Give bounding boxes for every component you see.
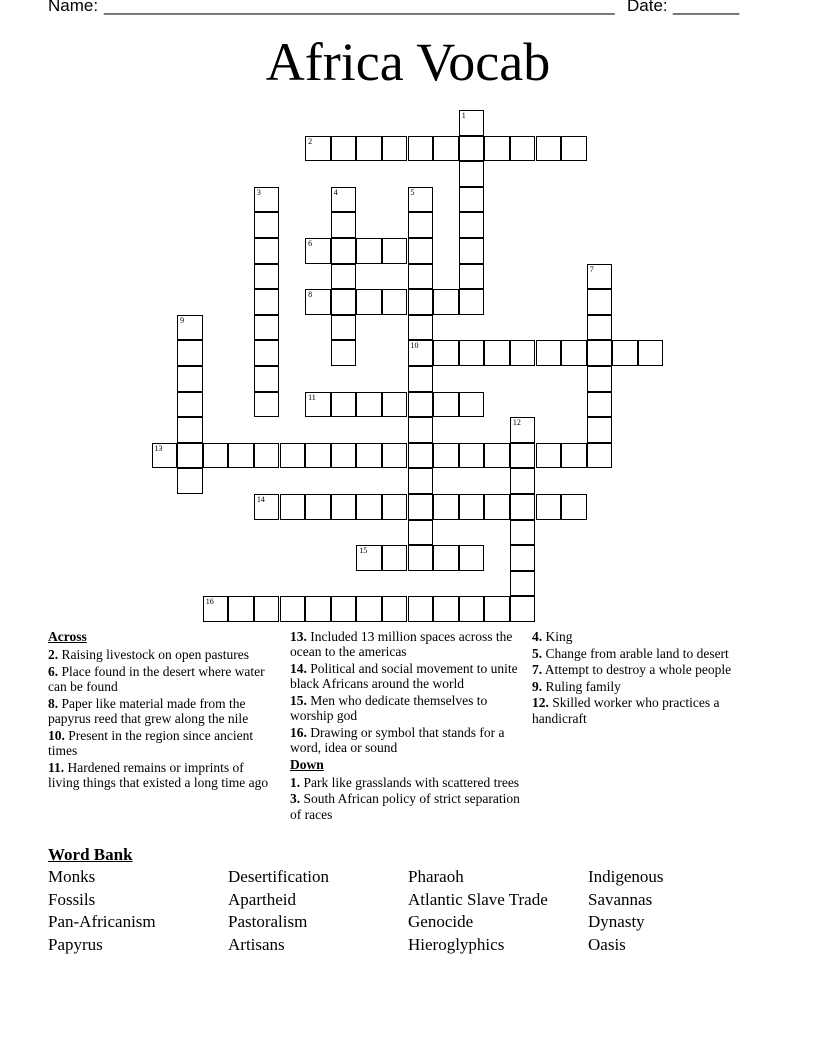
crossword-cell[interactable] — [459, 545, 485, 571]
clue-text: Hardened remains or imprints of living things that existed a long time ago — [48, 759, 269, 790]
word-bank-item: Savannas — [588, 889, 653, 909]
cell-number: 16 — [205, 597, 214, 607]
word-bank-item: Pharaoh — [408, 867, 464, 886]
crossword-cell[interactable] — [331, 596, 357, 622]
crossword-cell[interactable] — [382, 289, 408, 315]
clue-across-2 — [48, 647, 276, 662]
crossword-cell[interactable] — [331, 264, 357, 290]
clues-column-1 — [48, 629, 276, 791]
clues-column-2 — [290, 629, 522, 823]
crossword-cell[interactable] — [510, 443, 536, 469]
clue-number: 12. — [532, 695, 549, 711]
crossword-cell[interactable] — [459, 187, 485, 213]
name-label: Name: — [48, 0, 99, 15]
crossword-cell[interactable] — [408, 264, 434, 290]
crossword-cell[interactable] — [254, 238, 280, 264]
crossword-cell[interactable] — [536, 136, 562, 162]
crossword-cell[interactable] — [177, 340, 203, 366]
crossword-cell[interactable] — [561, 494, 587, 520]
crossword-cell[interactable] — [305, 443, 331, 469]
crossword-cell[interactable] — [408, 545, 434, 571]
crossword-cell[interactable] — [408, 136, 434, 162]
word-bank-item: Fossils — [48, 889, 96, 909]
crossword-cell[interactable] — [587, 289, 613, 315]
crossword-cell[interactable] — [587, 264, 613, 290]
crossword-cell[interactable] — [433, 136, 459, 162]
cell-number: 2 — [308, 136, 313, 146]
clue-across-8 — [48, 696, 276, 727]
word-bank-item: Artisans — [228, 935, 285, 955]
clue-down-9 — [532, 679, 754, 694]
clue-text: South African policy of strict separation of races — [290, 791, 520, 822]
cell-number: 13 — [154, 443, 163, 453]
word-bank-item: Apartheid — [228, 889, 296, 909]
crossword-cell[interactable] — [510, 417, 536, 443]
word-bank-heading: Word Bank — [48, 845, 133, 864]
crossword-cell[interactable] — [484, 136, 510, 162]
crossword-cell[interactable] — [561, 340, 587, 366]
clue-across-16 — [290, 725, 522, 756]
cell-number: 1 — [461, 111, 466, 120]
crossword-cell[interactable] — [408, 187, 434, 213]
crossword-cell[interactable] — [433, 289, 459, 315]
crossword-cell[interactable] — [382, 238, 408, 264]
crossword-cell[interactable] — [305, 596, 331, 622]
clue-number: 5. — [532, 645, 543, 661]
word-bank-item: Papyrus — [48, 935, 103, 955]
crossword-cell[interactable] — [254, 315, 280, 341]
down-heading: Down — [290, 756, 324, 772]
crossword-cell[interactable] — [587, 443, 613, 469]
crossword-cell[interactable] — [408, 238, 434, 264]
crossword-cell[interactable] — [280, 443, 306, 469]
cell-number: 5 — [410, 187, 415, 197]
crossword-cell[interactable] — [536, 443, 562, 469]
word-bank-item: Oasis — [588, 935, 626, 955]
clues-column-3 — [532, 629, 754, 727]
crossword-cell[interactable] — [587, 392, 613, 418]
crossword-cell[interactable] — [331, 136, 357, 162]
page-title: Africa Vocab — [265, 32, 551, 92]
crossword-cell[interactable] — [305, 238, 331, 264]
clue-text: Paper like material made from the papyrus reed that grew along the nile — [48, 695, 249, 727]
crossword-cell[interactable] — [587, 315, 613, 341]
crossword-cell[interactable] — [305, 494, 331, 520]
crossword-cell[interactable] — [459, 340, 485, 366]
crossword-cell[interactable] — [254, 264, 280, 290]
word-bank-item: Pan-Africanism — [48, 912, 156, 932]
crossword-cell[interactable] — [433, 443, 459, 469]
crossword-cell[interactable] — [177, 417, 203, 443]
crossword-cell[interactable] — [459, 494, 485, 520]
cell-number: 8 — [308, 290, 313, 300]
cell-number: 11 — [308, 392, 316, 402]
crossword-cell[interactable] — [382, 494, 408, 520]
crossword-cell[interactable] — [510, 571, 536, 597]
crossword-cell[interactable] — [408, 340, 434, 366]
crossword-cell[interactable] — [408, 417, 434, 443]
crossword-cell[interactable] — [408, 366, 434, 392]
clue-number: 7. — [532, 662, 543, 678]
date-line: _______ — [673, 0, 740, 15]
crossword-cell[interactable] — [356, 289, 382, 315]
date-label: Date: — [627, 0, 668, 15]
clue-down-4 — [532, 629, 754, 644]
clue-across-14 — [290, 661, 522, 692]
word-bank-item: Atlantic Slave Trade — [408, 889, 548, 909]
crossword-cell[interactable] — [510, 468, 536, 494]
cell-number: 4 — [333, 187, 338, 197]
crossword-cell[interactable] — [254, 212, 280, 238]
clue-text: Drawing or symbol that stands for a word, idea or sound — [290, 724, 505, 755]
crossword-cell[interactable] — [484, 596, 510, 622]
crossword-cell[interactable] — [561, 443, 587, 469]
crossword-cell[interactable] — [254, 340, 280, 366]
crossword-cell[interactable] — [331, 494, 357, 520]
clue-number: 6. — [48, 663, 59, 679]
clue-text: Place found in the desert where water can be found — [48, 663, 265, 695]
crossword-cell[interactable] — [356, 596, 382, 622]
crossword-cell[interactable] — [177, 443, 203, 469]
cell-number: 3 — [256, 187, 261, 197]
clue-number: 9. — [532, 678, 543, 694]
clue-down-3 — [290, 791, 522, 822]
crossword-cell[interactable] — [408, 212, 434, 238]
crossword-cell[interactable] — [510, 520, 536, 546]
clue-number: 1. — [290, 774, 301, 790]
clue-text: Skilled worker who practices a handicraft — [532, 695, 720, 726]
crossword-cell[interactable] — [254, 494, 280, 520]
crossword-cell[interactable] — [536, 494, 562, 520]
crossword-cell[interactable] — [587, 340, 613, 366]
crossword-cell[interactable] — [254, 596, 280, 622]
crossword-cell[interactable] — [228, 596, 254, 622]
crossword-cell[interactable] — [612, 340, 638, 366]
crossword-cell[interactable] — [561, 136, 587, 162]
crossword-cell[interactable] — [433, 545, 459, 571]
crossword-cell[interactable] — [305, 136, 331, 162]
crossword-cell[interactable] — [433, 392, 459, 418]
crossword-cell[interactable] — [459, 161, 485, 187]
word-bank-row — [48, 889, 788, 912]
crossword-cell[interactable] — [331, 238, 357, 264]
crossword-cell[interactable] — [459, 238, 485, 264]
clue-text: Political and social movement to unite black Africans around the world — [290, 660, 518, 692]
word-bank-item: Hieroglyphics — [408, 935, 505, 955]
crossword-cell[interactable] — [459, 264, 485, 290]
crossword-cell[interactable] — [382, 136, 408, 162]
crossword-cell[interactable] — [459, 392, 485, 418]
crossword-cell[interactable] — [408, 596, 434, 622]
crossword-cell[interactable] — [484, 340, 510, 366]
crossword-cell[interactable] — [331, 187, 357, 213]
clue-number: 15. — [290, 692, 307, 708]
crossword-cell[interactable] — [356, 136, 382, 162]
crossword-cell[interactable] — [408, 315, 434, 341]
clue-number: 10. — [48, 727, 65, 743]
crossword-cell[interactable] — [638, 340, 664, 366]
cell-number: 12 — [512, 418, 521, 428]
clue-number: 3. — [290, 791, 301, 807]
clue-number: 16. — [290, 724, 307, 740]
crossword-cell[interactable] — [331, 443, 357, 469]
clue-text: Included 13 million spaces across the ocean to the americas — [290, 629, 513, 660]
clue-across-15 — [290, 693, 522, 724]
word-bank-item: Genocide — [408, 912, 474, 932]
word-bank-item: Desertification — [228, 867, 330, 886]
crossword-cell[interactable] — [510, 340, 536, 366]
crossword-cell[interactable] — [331, 212, 357, 238]
clue-down-7 — [532, 662, 754, 677]
cell-number: 10 — [410, 341, 419, 351]
crossword-cell[interactable] — [536, 340, 562, 366]
crossword-cell[interactable] — [433, 494, 459, 520]
crossword-cell[interactable] — [510, 494, 536, 520]
clue-number: 4. — [532, 629, 543, 644]
crossword-cell[interactable] — [408, 289, 434, 315]
word-bank-item: Monks — [48, 867, 96, 886]
crossword-cell[interactable] — [280, 596, 306, 622]
crossword-cell[interactable] — [587, 366, 613, 392]
name-line: ______________________________________________________ — [104, 0, 615, 15]
word-bank — [48, 866, 788, 957]
cell-number: 14 — [256, 495, 265, 504]
crossword-cell[interactable] — [587, 417, 613, 443]
crossword-cell[interactable] — [356, 545, 382, 571]
crossword-cell[interactable] — [177, 366, 203, 392]
crossword-cell[interactable] — [459, 443, 485, 469]
crossword-cell[interactable] — [152, 443, 178, 469]
clue-number: 8. — [48, 695, 59, 711]
word-bank-item: Indigenous — [588, 867, 664, 886]
crossword-cell[interactable] — [177, 392, 203, 418]
clue-down-12 — [532, 695, 754, 726]
word-bank-row — [48, 866, 788, 889]
crossword-cell[interactable] — [459, 596, 485, 622]
clue-text: Ruling family — [545, 678, 621, 694]
crossword-cell[interactable] — [484, 443, 510, 469]
crossword-cell[interactable] — [459, 110, 485, 136]
clue-text: Change from arable land to desert — [545, 645, 729, 661]
cell-number: 9 — [180, 315, 185, 325]
crossword-cell[interactable] — [203, 443, 229, 469]
word-bank-row — [48, 911, 788, 934]
word-bank-row — [48, 934, 788, 957]
crossword-cell[interactable] — [356, 494, 382, 520]
clue-across-11 — [48, 760, 276, 791]
across-heading: Across — [48, 629, 87, 644]
crossword-cell[interactable] — [459, 212, 485, 238]
crossword-cell[interactable] — [459, 289, 485, 315]
crossword-cell[interactable] — [331, 392, 357, 418]
clue-number: 2. — [48, 647, 59, 663]
clue-text: King — [545, 629, 573, 644]
crossword-cell[interactable] — [408, 443, 434, 469]
crossword-cell[interactable] — [254, 289, 280, 315]
crossword-cell[interactable] — [254, 443, 280, 469]
crossword-cell[interactable] — [254, 366, 280, 392]
clue-text: Attempt to destroy a whole people — [544, 662, 732, 678]
crossword-cell[interactable] — [280, 494, 306, 520]
word-bank-item: Pastoralism — [228, 912, 308, 932]
crossword-cell[interactable] — [459, 136, 485, 162]
crossword-cell[interactable] — [203, 596, 229, 622]
clue-across-6 — [48, 664, 276, 695]
cell-number: 7 — [589, 264, 594, 274]
crossword-cell[interactable] — [356, 238, 382, 264]
clue-text: Park like grasslands with scattered trees — [303, 774, 520, 790]
crossword-cell[interactable] — [254, 187, 280, 213]
word-bank-item: Dynasty — [588, 912, 645, 932]
crossword-cell[interactable] — [382, 392, 408, 418]
clue-number: 11. — [48, 759, 65, 775]
crossword-cell[interactable] — [408, 392, 434, 418]
clue-across-13 — [290, 629, 522, 660]
crossword-cell[interactable] — [510, 545, 536, 571]
crossword-cell[interactable] — [331, 340, 357, 366]
clue-text: Men who dedicate themselves to worship god — [290, 692, 488, 724]
cell-number: 15 — [359, 546, 368, 556]
crossword-cell[interactable] — [408, 520, 434, 546]
crossword-cell[interactable] — [305, 392, 331, 418]
crossword-cell[interactable] — [254, 392, 280, 418]
crossword-cell[interactable] — [408, 494, 434, 520]
clue-down-1 — [290, 775, 522, 790]
cell-number: 6 — [308, 239, 313, 248]
crossword-cell[interactable] — [510, 596, 536, 622]
clue-number: 13. — [290, 629, 307, 644]
clue-text: Present in the region since ancient times — [48, 727, 254, 758]
crossword-cell[interactable] — [356, 392, 382, 418]
crossword-cell[interactable] — [433, 596, 459, 622]
crossword-cell[interactable] — [356, 443, 382, 469]
crossword-cell[interactable] — [408, 468, 434, 494]
crossword-cell[interactable] — [305, 289, 331, 315]
clue-across-10 — [48, 728, 276, 759]
crossword-cell[interactable] — [484, 494, 510, 520]
crossword-cell[interactable] — [382, 443, 408, 469]
crossword-cell[interactable] — [228, 443, 254, 469]
crossword-cell[interactable] — [382, 596, 408, 622]
crossword-cell[interactable] — [433, 340, 459, 366]
clue-number: 14. — [290, 660, 307, 676]
crossword-cell[interactable] — [331, 289, 357, 315]
clue-text: Raising livestock on open pastures — [61, 647, 249, 663]
crossword-cell[interactable] — [510, 136, 536, 162]
clue-down-5 — [532, 646, 754, 661]
crossword-cell[interactable] — [382, 545, 408, 571]
crossword-cell[interactable] — [177, 468, 203, 494]
crossword-cell[interactable] — [177, 315, 203, 341]
crossword-cell[interactable] — [331, 315, 357, 341]
